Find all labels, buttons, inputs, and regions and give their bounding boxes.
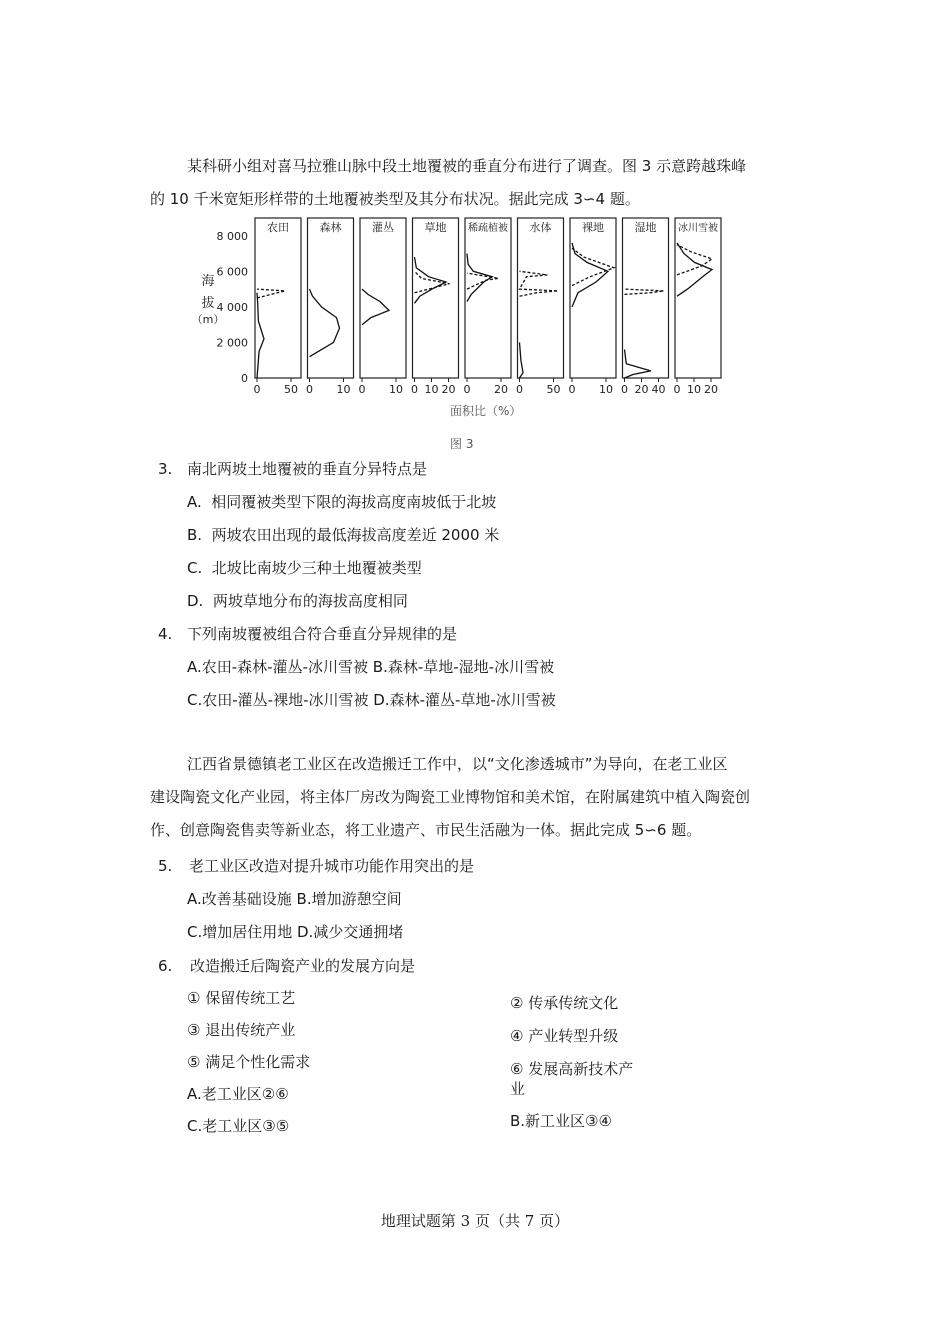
q6-item-5: ⑤ 满足个性化需求 xyxy=(187,1053,311,1071)
q4-stem: 下列南坡覆被组合符合垂直分异规律的是 xyxy=(187,625,458,643)
south-slope-curve xyxy=(625,289,664,294)
panel-title: 农田 xyxy=(267,221,289,234)
y-tick-label: 6 000 xyxy=(216,265,248,279)
x-tick-label: 50 xyxy=(546,383,561,396)
x-tick-label: 40 xyxy=(651,383,666,396)
panel-title: 水体 xyxy=(529,221,552,234)
panel-title: 冰川雪被 xyxy=(678,223,718,234)
x-tick-label: 10 xyxy=(336,383,351,396)
page-footer: 地理试题第 3 页（共 7 页） xyxy=(380,1212,570,1230)
q3-option-c: C. 北坡比南坡少三种土地覆被类型 xyxy=(187,559,422,577)
panel-title: 灌丛 xyxy=(372,221,394,234)
x-tick-label: 20 xyxy=(494,383,508,396)
q3-option-a: A. 相同覆被类型下限的海拔高度南坡低于北坡 xyxy=(187,493,497,511)
x-tick-label: 20 xyxy=(634,383,649,396)
north-slope-curve xyxy=(625,350,651,378)
y-tick-label: 4 000 xyxy=(216,300,248,314)
passage2-line3: 作、创意陶瓷售卖等新业态，将工业遗产、市民生活融为一体。据此完成 5∽6 题。 xyxy=(150,821,702,839)
x-tick-label: 0 xyxy=(568,383,576,396)
q3-option-b: B. 两坡农田出现的最低海拔高度差近 2000 米 xyxy=(187,526,500,544)
x-tick-label: 10 xyxy=(389,383,403,396)
q6-item-2: ② 传承传统文化 xyxy=(510,994,619,1012)
passage2-line2: 建设陶瓷文化产业园，将主体厂房改为陶瓷工业博物馆和美术馆，在附属建筑中植入陶瓷创 xyxy=(150,788,751,806)
q6-stem: 改造搬迁后陶瓷产业的发展方向是 xyxy=(190,957,416,975)
panel-title: 森林 xyxy=(319,221,342,234)
passage1-line2: 的 10 千米宽矩形样带的土地覆被类型及其分布状况。据此完成 3∽4 题。 xyxy=(150,190,640,208)
q5-options-line1: A.改善基础设施 B.增加游憩空间 xyxy=(187,890,402,908)
x-tick-label: 0 xyxy=(621,383,628,396)
y-axis-label: 拔 xyxy=(201,296,215,311)
q6-item-6-cont: 业 xyxy=(510,1080,526,1098)
north-slope-curve xyxy=(362,289,389,325)
x-tick-label: 0 xyxy=(358,383,366,396)
q6-item-6: ⑥ 发展高新技术产 xyxy=(510,1060,634,1078)
q6-option-b: B.新工业区③④ xyxy=(510,1112,612,1130)
q6-option-a: A.老工业区②⑥ xyxy=(187,1085,289,1103)
q5-stem: 老工业区改造对提升城市功能作用突出的是 xyxy=(189,857,475,875)
x-tick-label: 0 xyxy=(673,383,681,396)
panel-frame xyxy=(413,218,459,378)
y-tick-label: 8 000 xyxy=(216,229,248,243)
south-slope-curve xyxy=(520,271,559,296)
panel-title: 稀疏植被 xyxy=(468,223,508,234)
x-tick-label: 0 xyxy=(411,383,418,396)
panel-title: 草地 xyxy=(424,221,447,234)
q3-stem: 南北两坡土地覆被的垂直分异特点是 xyxy=(187,460,428,478)
south-slope-curve xyxy=(572,248,614,285)
q5-options-line2: C.增加居住用地 D.减少交通拥堵 xyxy=(187,923,404,941)
north-slope-curve xyxy=(310,289,340,357)
q3-number: 3. xyxy=(158,460,173,478)
q6-item-3: ③ 退出传统产业 xyxy=(187,1021,296,1039)
x-tick-label: 0 xyxy=(253,383,261,396)
x-tick-label: 10 xyxy=(687,383,701,396)
south-slope-curve xyxy=(257,289,285,298)
north-slope-curve xyxy=(257,293,264,378)
north-slope-curve xyxy=(467,254,492,302)
panel-frame xyxy=(675,218,721,378)
y-tick-label: 0 xyxy=(241,372,248,385)
x-tick-label: 0 xyxy=(463,383,471,396)
x-axis-label-cut: 面积比（%） xyxy=(450,404,522,418)
figure-caption-cut: 图 3 xyxy=(450,437,474,451)
passage1-line1: 某科研小组对喜马拉雅山脉中段土地覆被的垂直分布进行了调查。图 3 示意跨越珠峰 xyxy=(187,157,747,175)
x-tick-label: 10 xyxy=(424,383,439,396)
q6-option-c: C.老工业区③⑤ xyxy=(187,1117,290,1135)
panel-frame xyxy=(570,218,616,378)
panel-frame xyxy=(360,218,406,378)
panel-frame xyxy=(255,218,301,378)
x-tick-label: 0 xyxy=(516,383,523,396)
x-tick-label: 50 xyxy=(284,383,298,396)
south-slope-curve xyxy=(467,273,499,289)
north-slope-curve xyxy=(677,243,712,296)
q6-item-1: ① 保留传统工艺 xyxy=(187,989,296,1007)
passage2-line1: 江西省景德镇老工业区在改造搬迁工作中，以“文化渗透城市”为导向，在老工业区 xyxy=(187,755,728,773)
q3-option-d: D. 两坡草地分布的海拔高度相同 xyxy=(187,592,408,610)
south-slope-curve xyxy=(677,245,712,275)
q4-options-line1: A.农田-森林-灌丛-冰川雪被 B.森林-草地-湿地-冰川雪被 xyxy=(187,658,555,676)
x-tick-label: 10 xyxy=(599,383,613,396)
panel-title: 湿地 xyxy=(634,221,657,234)
y-tick-label: 2 000 xyxy=(216,336,248,350)
panel-frame xyxy=(465,218,511,378)
panel-frame xyxy=(623,218,669,378)
q6-number: 6. xyxy=(158,957,173,975)
x-tick-label: 20 xyxy=(704,383,718,396)
panel-frame xyxy=(518,218,564,378)
x-tick-label: 20 xyxy=(441,383,456,396)
q5-number: 5. xyxy=(158,857,173,875)
north-slope-curve xyxy=(520,342,524,378)
x-tick-label: 0 xyxy=(306,383,313,396)
panel-title: 裸地 xyxy=(582,221,604,234)
q4-number: 4. xyxy=(158,625,173,643)
q4-options-line2: C.农田-灌丛-裸地-冰川雪被 D.森林-灌丛-草地-冰川雪被 xyxy=(187,691,556,709)
y-axis-label: （m） xyxy=(191,313,225,326)
q6-item-4: ④ 产业转型升级 xyxy=(510,1027,619,1045)
y-axis-label: 海 xyxy=(201,274,215,289)
